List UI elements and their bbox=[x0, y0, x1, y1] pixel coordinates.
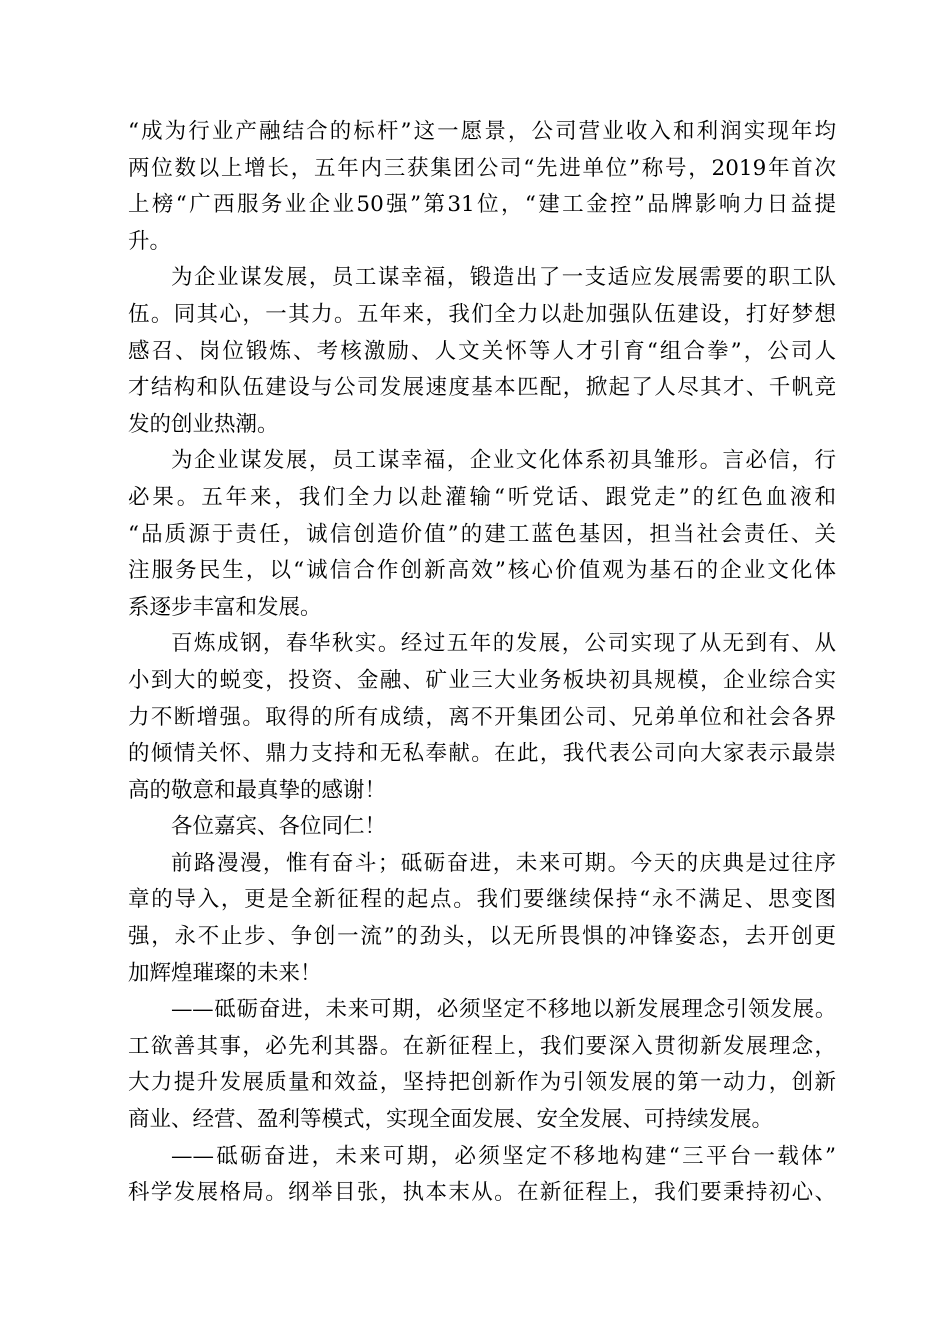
text-line: 系逐步丰富和发展。 bbox=[128, 594, 322, 620]
text-line: 上榜“广西服务业企业50强”第31位，“建工金控”品牌影响力日益提 bbox=[128, 192, 836, 218]
text-line: 前路漫漫，惟有奋斗；砥砺奋进，未来可期。今天的庆典是过往序 bbox=[171, 850, 836, 876]
text-line: 感召、岗位锻炼、考核激励、人文关怀等人才引育“组合拳”，公司人 bbox=[128, 338, 836, 364]
text-line: 的倾情关怀、鼎力支持和无私奉献。在此，我代表公司向大家表示最崇 bbox=[128, 741, 836, 767]
text-line: 才结构和队伍建设与公司发展速度基本匹配，掀起了人尽其才、千帆竞 bbox=[128, 375, 836, 401]
text-line: 为企业谋发展，员工谋幸福，锻造出了一支适应发展需要的职工队 bbox=[171, 265, 836, 291]
text-line: 发的创业热潮。 bbox=[128, 411, 279, 437]
document-body bbox=[128, 114, 836, 1212]
text-line: 力不断增强。取得的所有成绩，离不开集团公司、兄弟单位和社会各界 bbox=[128, 704, 836, 730]
text-line: 升。 bbox=[128, 228, 172, 254]
text-line: 必果。五年来，我们全力以赴灌输“听党话、跟党走”的红色血液和 bbox=[128, 484, 836, 510]
text-line: 伍。同其心，一其力。五年来，我们全力以赴加强队伍建设，打好梦想 bbox=[128, 301, 836, 327]
text-line: 工欲善其事，必先利其器。在新征程上，我们要深入贯彻新发展理念， bbox=[128, 1033, 836, 1059]
text-line: 高的敬意和最真挚的感谢！ bbox=[128, 777, 387, 803]
text-line: 注服务民生，以“诚信合作创新高效”核心价值观为基石的企业文化体 bbox=[128, 558, 836, 584]
text-line: “品质源于责任，诚信创造价值”的建工蓝色基因，担当社会责任、关 bbox=[128, 521, 836, 547]
text-line: 强，永不止步、争创一流”的劲头，以无所畏惧的冲锋姿态，去开创更 bbox=[128, 924, 836, 950]
text-line: 各位嘉宾、各位同仁！ bbox=[171, 814, 387, 840]
text-line: 科学发展格局。纲举目张，执本末从。在新征程上，我们要秉持初心、 bbox=[128, 1180, 836, 1206]
text-line: ——砥砺奋进，未来可期，必须坚定不移地构建“三平台一载体” bbox=[171, 1143, 836, 1169]
text-line: 小到大的蜕变，投资、金融、矿业三大业务板块初具规模，企业综合实 bbox=[128, 667, 836, 693]
text-line: 为企业谋发展，员工谋幸福，企业文化体系初具雏形。言必信，行 bbox=[171, 448, 836, 474]
text-line: “成为行业产融结合的标杆”这一愿景，公司营业收入和利润实现年均 bbox=[128, 119, 836, 144]
text-line: 大力提升发展质量和效益，坚持把创新作为引领发展的第一动力，创新 bbox=[128, 1070, 836, 1096]
text-line: 两位数以上增长，五年内三获集团公司“先进单位”称号，2019年首次 bbox=[128, 155, 836, 181]
text-line: 加辉煌璀璨的未来！ bbox=[128, 960, 322, 986]
text-line: 百炼成钢，春华秋实。经过五年的发展，公司实现了从无到有、从 bbox=[171, 631, 836, 657]
text-line: 章的导入，更是全新征程的起点。我们要继续保持“永不满足、思变图 bbox=[128, 887, 836, 913]
text-line: ——砥砺奋进，未来可期，必须坚定不移地以新发展理念引领发展。 bbox=[171, 997, 836, 1023]
text-line: 商业、经营、盈利等模式，实现全面发展、安全发展、可持续发展。 bbox=[128, 1107, 774, 1133]
